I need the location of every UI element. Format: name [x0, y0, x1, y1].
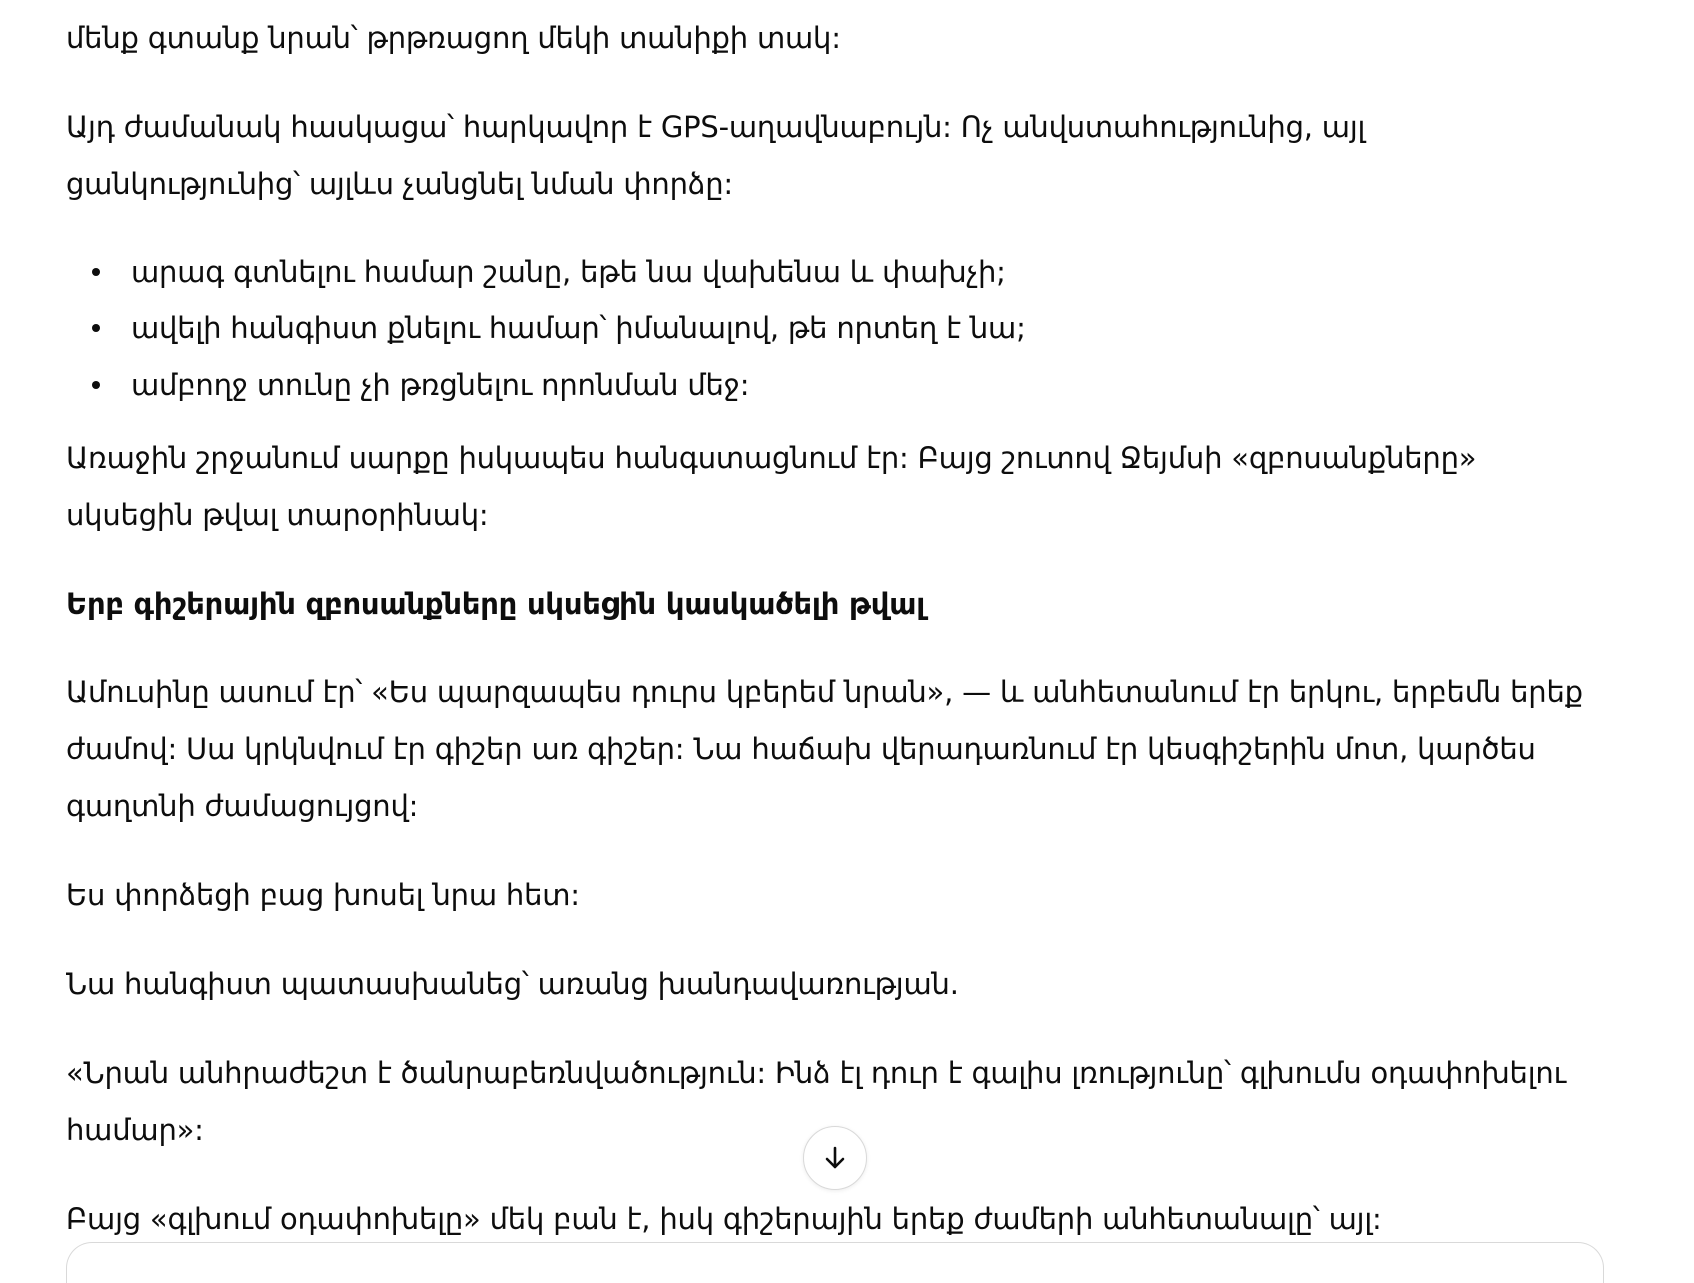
scroll-to-bottom-button[interactable]: [803, 1126, 867, 1190]
paragraph-4-line-1: Ամուսինը ասում էր՝ «Ես պարզապես դուրս կբերեմ նրան», — և անհետանում էր երկու, երբեմն երեք: [66, 675, 1583, 709]
list-item: արագ գտնելու համար շանը, եթե նա վախենա և փախչի;: [131, 255, 1006, 289]
paragraph-6: Նա հանգիստ պատասխանեց՝ առանց խանդավառության.: [66, 967, 959, 1001]
paragraph-4-line-2: ժամով: Սա կրկնվում էր գիշեր առ գիշեր: Նա հաճախ վերադառնում էր կեսգիշերին մոտ, կարծես: [66, 732, 1536, 766]
arrow-down-icon: [820, 1143, 850, 1173]
bullet-marker: [92, 381, 100, 389]
paragraph-2-line-1: Այդ ժամանակ հասկացա՝ հարկավոր է GPS-աղավնաբույն: Ոչ անվստահությունից, այլ: [66, 110, 1366, 144]
paragraph-3-line-2: սկսեցին թվալ տարօրինակ:: [66, 498, 489, 532]
list-item: ավելի հանգիստ քնելու համար՝ իմանալով, թե որտեղ է նա;: [131, 311, 1026, 345]
bullet-marker: [92, 324, 100, 332]
message-composer[interactable]: [66, 1242, 1604, 1283]
paragraph-8: Բայց «գլխում օդափոխելը» մեկ բան է, իսկ գիշերային երեք ժամերի անհետանալը՝ այլ:: [66, 1202, 1382, 1236]
paragraph-7-line-1: «Նրան անհրաժեշտ է ծանրաբեռնվածություն: Ինձ էլ դուր է գալիս լռությունը՝ գլխումս օդափոխելու: [66, 1056, 1566, 1090]
paragraph-2-line-2: ցանկությունից՝ այլևս չանցնել նման փորձը:: [66, 167, 733, 201]
bullet-marker: [92, 268, 100, 276]
list-item: ամբողջ տունը չի թռցնելու որոնման մեջ:: [131, 368, 750, 402]
paragraph-5: Ես փորձեցի բաց խոսել նրա հետ:: [66, 878, 580, 912]
section-heading: Երբ գիշերային զբոսանքները սկսեցին կասկածելի թվալ: [66, 587, 925, 621]
paragraph-7-line-2: համար»:: [66, 1113, 204, 1147]
paragraph-4-line-3: գաղտնի ժամացույցով:: [66, 789, 419, 823]
paragraph-1: մենք գտանք նրան՝ թրթռացող մեկի տանիքի տակ:: [66, 21, 841, 55]
paragraph-3-line-1: Առաջին շրջանում սարքը իսկապես հանգստացնում էր: Բայց շուտով Ջեյմսի «զբոսանքները»: [66, 441, 1477, 475]
